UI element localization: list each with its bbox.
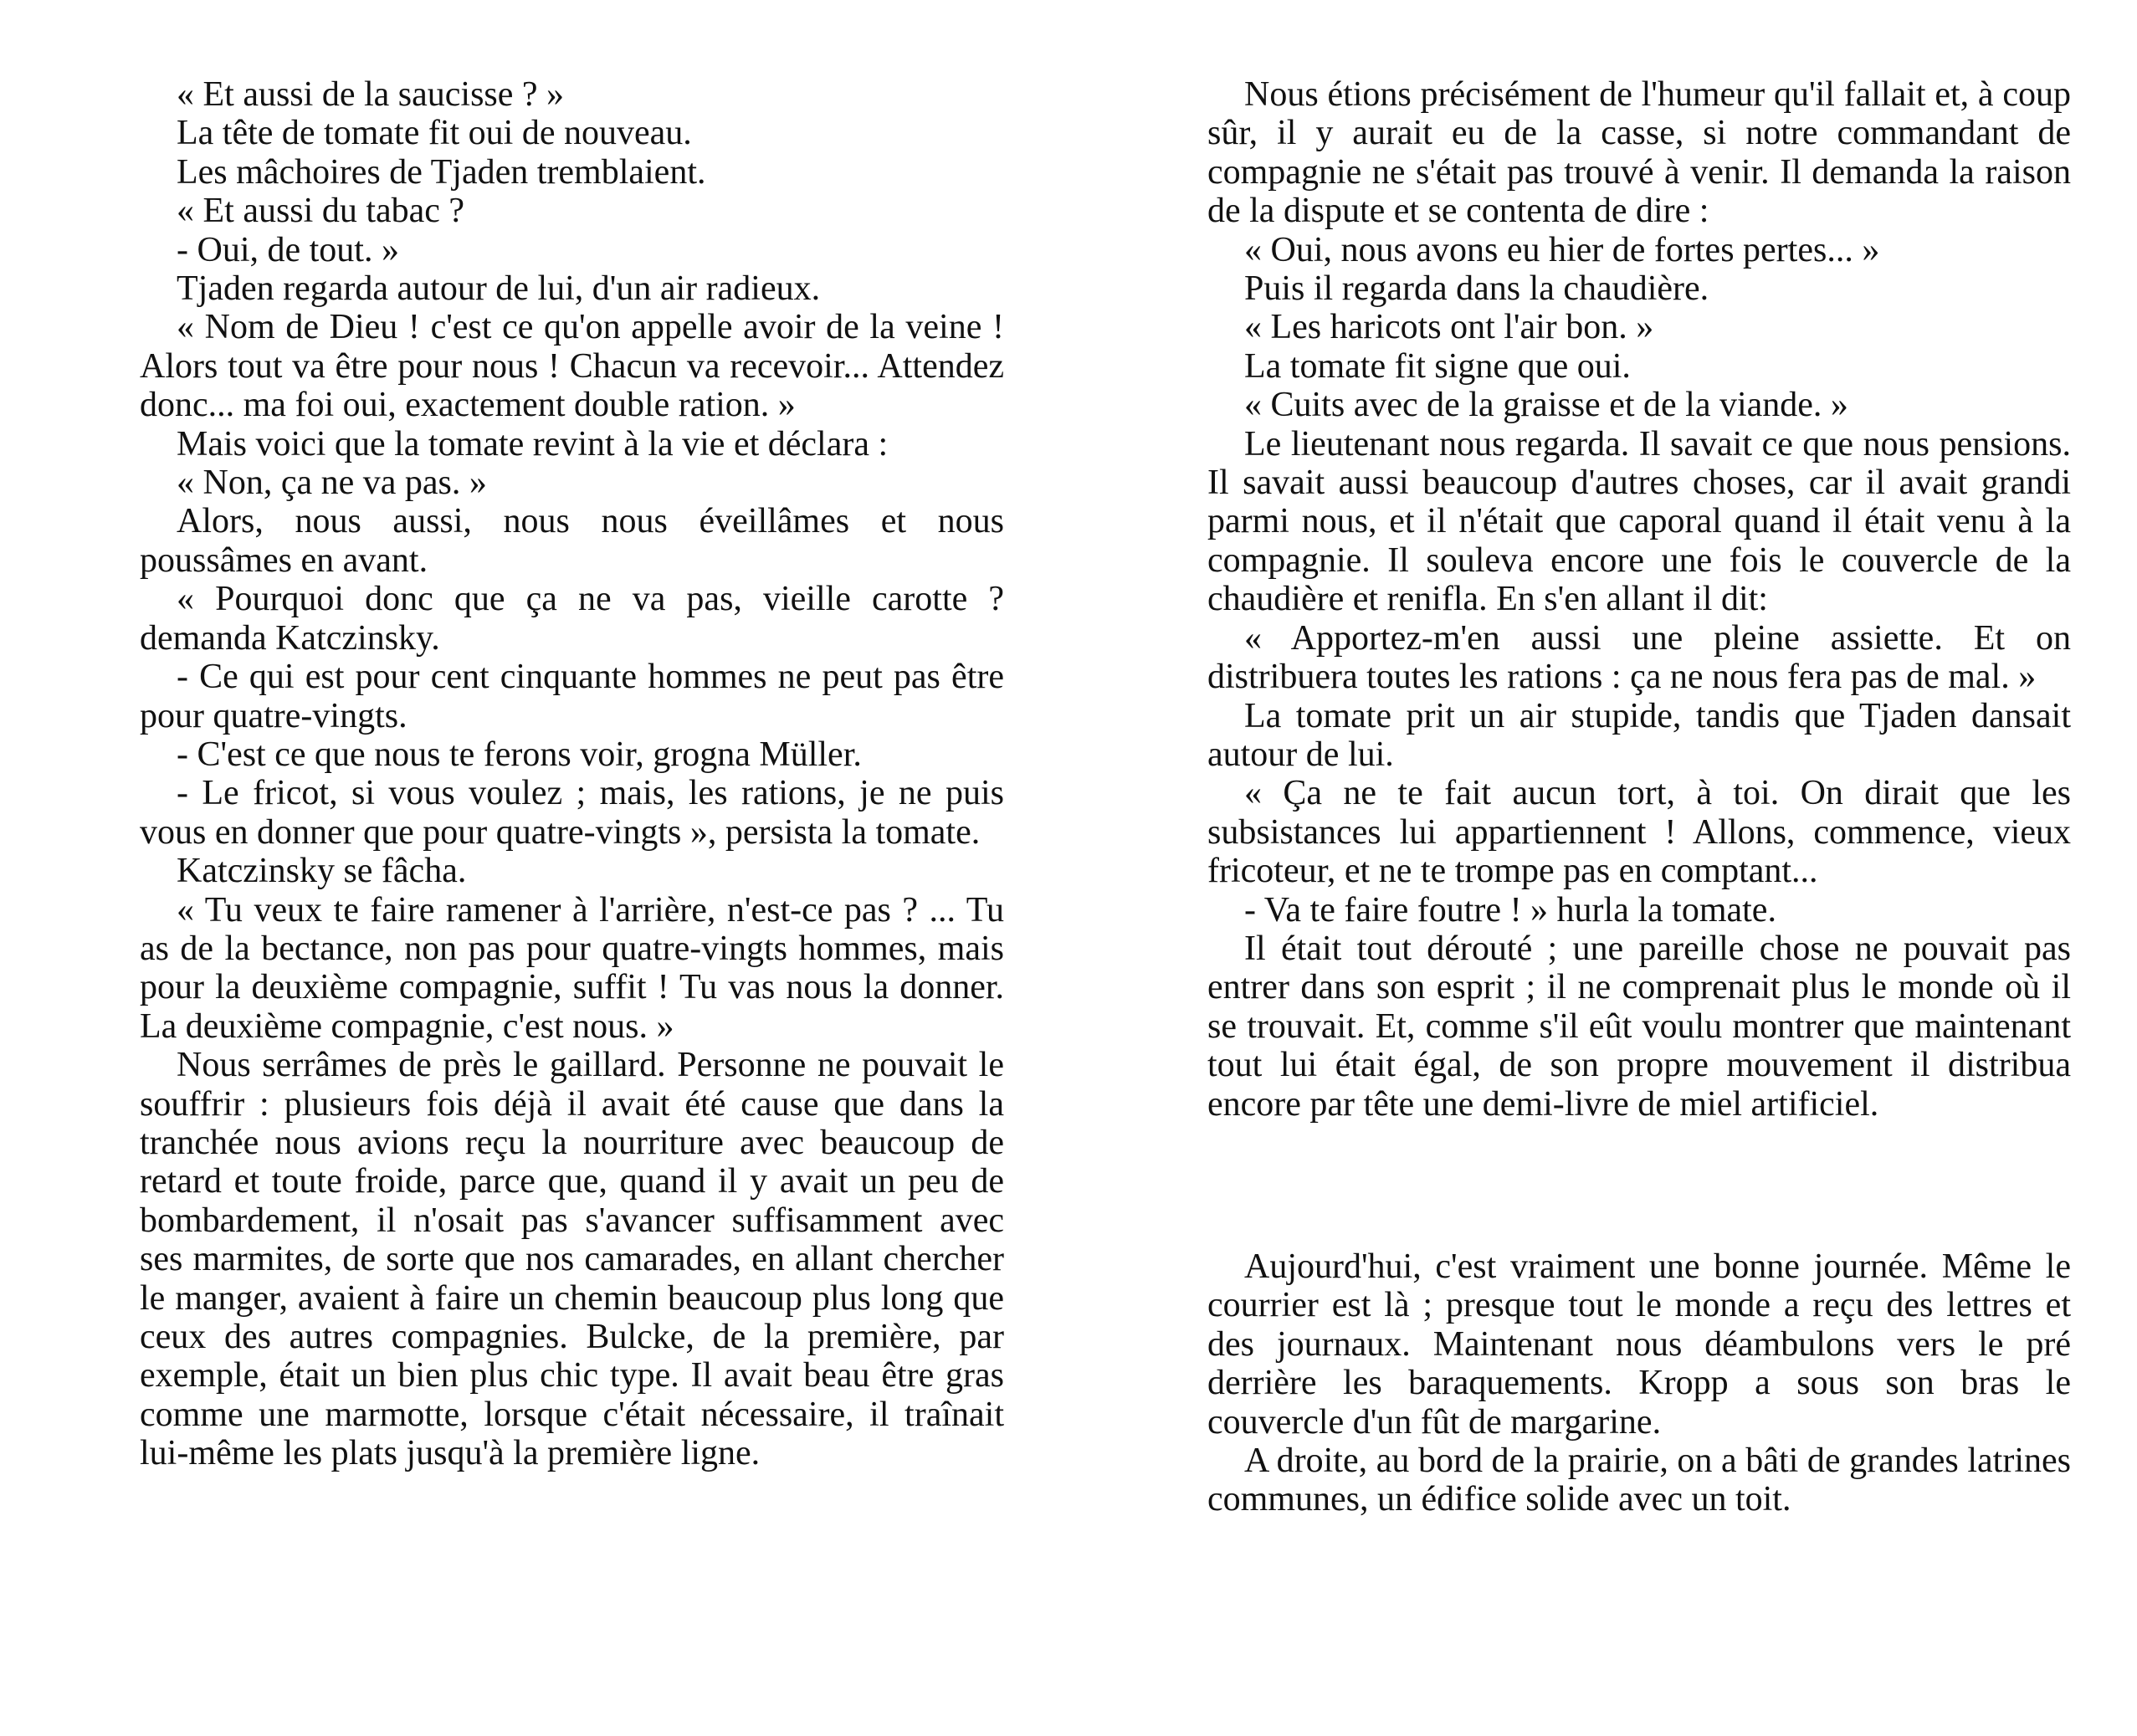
paragraph: Puis il regarda dans la chaudière. [1244,269,1709,309]
paragraph: « Et aussi du tabac ? [177,192,465,231]
paragraph: A droite, au bord de la prairie, on a bâti de grandes latrines communes, un édifice solide avec un toit. [1207,1442,2071,1519]
paragraph: - Ce qui est pour cent cinquante hommes ne peut pas être pour quatre-vingts. [140,658,1004,735]
section-break [1207,1124,2071,1247]
paragraph: « Ça ne te fait aucun tort, à toi. On dirait que les subsistances lui appartiennent ! Allons, commence, vieux fricoteur, et ne te trompe pas en comptant... [1207,774,2071,891]
paragraph: La tomate fit signe que oui. [1244,346,1631,386]
paragraph: Les mâchoires de Tjaden tremblaient. [177,152,706,192]
paragraph: Tjaden regarda autour de lui, d'un air radieux. [177,269,821,309]
paragraph: « Oui, nous avons eu hier de fortes pertes... » [1244,230,1880,269]
paragraph: Katczinsky se fâcha. [177,852,467,891]
paragraph: Nous étions précisément de l'humeur qu'il fallait et, à coup sûr, il y aurait eu de la casse, si notre commandant de compagnie ne s'était pas trouvé à venir. Il demanda la raison de la dispute et se contenta de dire : [1207,75,2071,231]
paragraph: « Cuits avec de la graisse et de la viande. » [1244,386,1848,425]
paragraph: - Oui, de tout. » [177,230,399,269]
paragraph: « Non, ça ne va pas. » [177,463,487,503]
paragraph: Mais voici que la tomate revint à la vie et déclara : [177,424,889,463]
paragraph: Nous serrâmes de près le gaillard. Personne ne pouvait le souffrir : plusieurs fois déjà il avait été cause que dans la tranchée nous avions reçu la nourriture avec beaucoup de retard et toute froide, parce que, quand il y avait un peu de bombardement, il n'osait pas s'avancer suffisamment avec ses marmites, de sorte que nos camarades, en allant chercher le manger, avaient à faire un chemin beaucoup plus long que ceux des autres compagnies. Bulcke, de la première, par exemple, était un bien plus chic type. Il avait beau être gras comme une marmotte, lorsque c'était nécessaire, il traînait lui-même les plats jusqu'à la première ligne. [140,1046,1004,1473]
paragraph: « Les haricots ont l'air bon. » [1244,308,1654,347]
paragraph: « Apportez-m'en aussi une pleine assiette. Et on distribuera toutes les rations : ça ne nous fera pas de mal. » [1207,618,2071,697]
left-page [140,75,1004,1473]
paragraph: - C'est ce que nous te ferons voir, grogna Müller. [177,735,862,774]
paragraph: Le lieutenant nous regarda. Il savait ce que nous pensions. Il savait aussi beaucoup d'autres choses, car il avait grandi parmi nous, et il n'était que caporal quand il était venu à la compagnie. Il souleva encore une fois le couvercle de la chaudière et renifla. En s'en allant il dit: [1207,424,2071,619]
paragraph: « Et aussi de la saucisse ? » [177,75,565,114]
paragraph: - Va te faire foutre ! » hurla la tomate. [1244,890,1776,929]
paragraph: « Nom de Dieu ! c'est ce qu'on appelle avoir de la veine ! Alors tout va être pour nous ! Chacun va recevoir... Attendez donc... ma foi oui, exactement double ration. » [140,308,1004,425]
paragraph: - Le fricot, si vous voulez ; mais, les rations, je ne puis vous en donner que pour quatre-vingts », persista la tomate. [140,774,1004,852]
paragraph: « Pourquoi donc que ça ne va pas, vieille carotte ? demanda Katczinsky. [140,580,1004,658]
paragraph: La tomate prit un air stupide, tandis que Tjaden dansait autour de lui. [1207,696,2071,774]
paragraph: Aujourd'hui, c'est vraiment une bonne journée. Même le courrier est là ; presque tout le monde a reçu des lettres et des journaux. Maintenant nous déambulons vers le pré derrière les baraquements. Kropp a sous son bras le couvercle d'un fût de margarine. [1207,1247,2071,1442]
paragraph: Il était tout dérouté ; une pareille chose ne pouvait pas entrer dans son esprit ; il ne comprenait plus le monde où il se trouvait. Et, comme s'il eût voulu montrer que maintenant tout lui était égal, de son propre mouvement il distribua encore par tête une demi-livre de miel artificiel. [1207,929,2071,1124]
paragraph: « Tu veux te faire ramener à l'arrière, n'est-ce pas ? ... Tu as de la bectance, non pas pour quatre-vingts hommes, mais pour la deuxième compagnie, suffit ! Tu vas nous la donner. La deuxième compagnie, c'est nous. » [140,890,1004,1046]
paragraph: Alors, nous aussi, nous nous éveillâmes et nous poussâmes en avant. [140,502,1004,580]
right-page [1207,75,2071,1519]
paragraph: La tête de tomate fit oui de nouveau. [177,114,692,153]
